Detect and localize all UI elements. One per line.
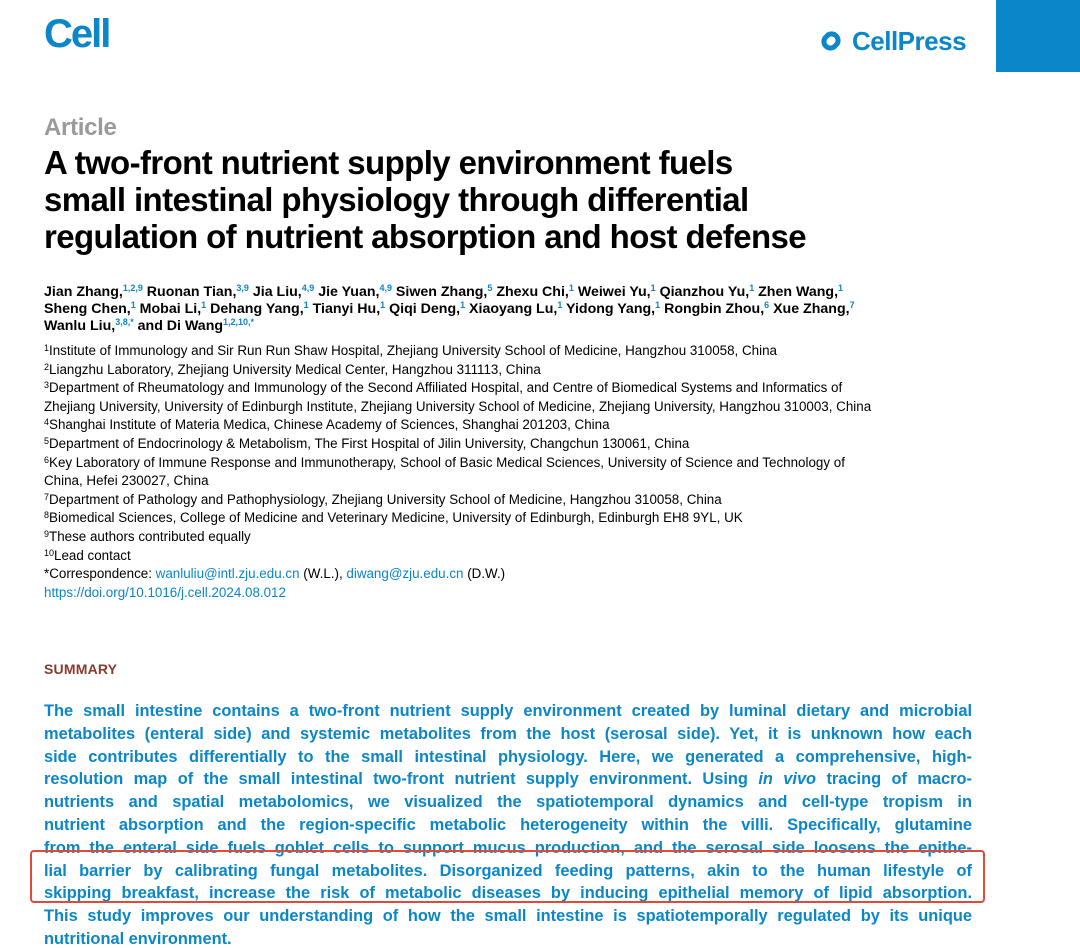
- affiliation-number: 3: [44, 380, 50, 391]
- author-list: [44, 284, 984, 335]
- summary-line: resolution map of the small intestinal two-front nutrient supply environment. Using in vivo tracing of macro-: [44, 770, 972, 789]
- affiliation-line: [44, 547, 984, 566]
- author-affiliation-marker: 6: [764, 300, 770, 310]
- author-affiliation-marker: 4,9: [301, 283, 315, 293]
- affiliation-line: [44, 398, 984, 417]
- title-line: small intestinal physiology through differential: [44, 181, 749, 218]
- author-affiliation-marker: 7: [849, 300, 855, 310]
- correspondence-who-1: (W.L.),: [299, 566, 347, 582]
- author-name: Jian Zhang,: [44, 284, 123, 300]
- author-name: Qiqi Deng,: [385, 301, 461, 317]
- summary-italic-term: in vivo: [758, 770, 817, 789]
- correspondence-prefix: *Correspondence:: [44, 566, 156, 582]
- affiliation-text: China, Hefei 230027, China: [44, 473, 209, 489]
- affiliation-line: [44, 528, 984, 547]
- author-affiliation-marker: 3,9: [236, 283, 249, 293]
- email-link-wanlu-liu[interactable]: wanluliu@intl.zju.edu.cn: [155, 566, 300, 582]
- affiliation-line: [44, 491, 984, 510]
- author-name: Jia Liu,: [248, 284, 302, 300]
- author-name: Tianyi Hu,: [308, 301, 381, 317]
- summary-line: nutrients and spatial metabolomics, we visualized the spatiotemporal dynamics and cell-type tropism in: [44, 793, 972, 812]
- email-link-di-wang[interactable]: diwang@zju.edu.cn: [346, 566, 464, 582]
- author-affiliation-marker: 1,2,9: [122, 283, 143, 293]
- author-affiliation-marker: 1: [201, 300, 207, 310]
- cellpress-wordmark: CellPress: [852, 25, 967, 56]
- author-affiliation-marker: 4,9: [379, 283, 392, 293]
- author-name: Weiwei Yu,: [573, 284, 651, 300]
- summary-line: skipping breakfast, increase the risk of metabolic diseases by inducing epithelial memory of lipid absorption.: [44, 884, 972, 903]
- affiliation-number: 5: [44, 435, 50, 446]
- affiliation-line: [44, 454, 984, 473]
- title-line: A two-front nutrient supply environment fuels: [44, 144, 733, 181]
- author-line: [44, 301, 984, 318]
- summary-line: This study improves our understanding of how the small intestine is spatiotemporally regulated by its unique: [44, 907, 972, 926]
- affiliation-text: Department of Pathology and Pathophysiology, Zhejiang University School of Medicine, Hangzhou 310058, China: [49, 491, 722, 507]
- author-name: Zhen Wang,: [754, 284, 839, 300]
- cellpress-link-icon: [816, 26, 846, 56]
- author-name: Siwen Zhang,: [391, 284, 488, 300]
- affiliation-text: Key Laboratory of Immune Response and Immunotherapy, School of Basic Medical Sciences, University of Science and Technology of: [49, 454, 845, 470]
- author-name: Jie Yuan,: [314, 284, 380, 300]
- affiliation-number: 2: [44, 361, 50, 372]
- doi-link[interactable]: https://doi.org/10.1016/j.cell.2024.08.012: [44, 584, 286, 600]
- author-line: [44, 318, 984, 335]
- affiliation-list: [44, 342, 984, 602]
- author-name: Xue Zhang,: [769, 301, 850, 317]
- affiliation-text: Biomedical Sciences, College of Medicine and Veterinary Medicine, University of Edinburgh, Edinburgh EH8 9YL, UK: [49, 510, 743, 526]
- author-affiliation-marker: 3,8,*: [115, 317, 134, 327]
- affiliation-number: 1: [44, 343, 50, 353]
- affiliation-line: [44, 416, 984, 435]
- author-name: and Di Wang: [133, 318, 224, 334]
- cell-journal-logo: Cell: [44, 12, 110, 56]
- affiliation-text: Liangzhu Laboratory, Zhejiang University Medical Center, Hangzhou 311113, China: [49, 361, 541, 377]
- author-affiliation-marker: 1: [460, 300, 466, 310]
- author-name: Dehang Yang,: [206, 301, 304, 317]
- summary-line: nutrient absorption and the region-specific metabolic heterogeneity within the villi. Specifically, glutamine: [44, 815, 972, 834]
- summary-line: lial barrier by calibrating fungal metabolites. Disorganized feeding patterns, akin to the human lifestyle of: [44, 861, 972, 880]
- author-affiliation-marker: 1: [380, 300, 386, 310]
- author-name: Ruonan Tian,: [142, 284, 237, 300]
- affiliation-text: Lead contact: [54, 547, 131, 563]
- affiliation-text: Institute of Immunology and Sir Run Run Shaw Hospital, Zhejiang University School of Medicine, Hangzhou 310058, China: [49, 343, 777, 358]
- correspondence-line: [44, 565, 984, 584]
- author-affiliation-marker: 1: [749, 283, 755, 293]
- affiliation-line: [44, 361, 984, 380]
- header-color-block: [996, 0, 1080, 72]
- affiliation-line: [44, 472, 984, 491]
- cellpress-logo: [816, 24, 966, 58]
- author-line: [44, 284, 984, 301]
- affiliation-text: Department of Endocrinology & Metabolism, The First Hospital of Jilin University, Changchun 130061, China: [49, 435, 690, 451]
- author-affiliation-marker: 1: [655, 300, 661, 310]
- affiliation-number: 6: [44, 454, 50, 465]
- affiliation-text: Zhejiang University, University of Edinburgh Institute, Zhejiang University School of Medicine, Zhejiang University, Hangzhou 310003, China: [44, 398, 872, 414]
- author-name: Zhexu Chi,: [492, 284, 569, 300]
- affiliation-text: Shanghai Institute of Materia Medica, Chinese Academy of Sciences, Shanghai 201203, China: [49, 417, 610, 433]
- affiliation-text: Department of Rheumatology and Immunology of the Second Affiliated Hospital, and Centre of Biomedical Systems and Informatics of: [49, 380, 843, 396]
- correspondence-who-2: (D.W.): [463, 566, 506, 582]
- author-affiliation-marker: 5: [487, 283, 493, 293]
- author-affiliation-marker: 1: [303, 300, 309, 310]
- affiliation-line: [44, 379, 984, 398]
- author-affiliation-marker: 1: [130, 300, 136, 310]
- author-affiliation-marker: 1: [650, 283, 656, 293]
- author-affiliation-marker: 1: [568, 283, 574, 293]
- author-name: Rongbin Zhou,: [660, 301, 765, 317]
- affiliation-text: These authors contributed equally: [49, 528, 251, 544]
- author-name: Wanlu Liu,: [44, 318, 116, 334]
- author-affiliation-marker: 1,2,10,*: [223, 317, 255, 327]
- summary-line: The small intestine contains a two-front nutrient supply environment created by luminal dietary and microbial: [44, 702, 972, 720]
- author-name: Sheng Chen,: [44, 301, 131, 317]
- affiliation-number: 4: [44, 417, 50, 428]
- author-name: Yidong Yang,: [562, 301, 656, 317]
- article-title: [44, 144, 984, 255]
- affiliation-line: [44, 509, 984, 528]
- article-type-label: Article: [44, 114, 117, 141]
- author-name: Qianzhou Yu,: [655, 284, 750, 300]
- summary-heading: SUMMARY: [44, 661, 118, 677]
- affiliation-line: [44, 435, 984, 454]
- summary-line: metabolites (enteral side) and systemic metabolites from the host (serosal side). Yet, it is unknown how each: [44, 724, 972, 743]
- title-line: regulation of nutrient absorption and host defense: [44, 218, 807, 255]
- affiliation-number: 10: [44, 547, 55, 558]
- author-affiliation-marker: 1: [557, 300, 563, 310]
- summary-line: nutritional environment.: [44, 929, 232, 948]
- affiliation-number: 7: [44, 491, 50, 502]
- summary-line: side contributes differentially to the small intestinal physiology. Here, we generated a comprehensive, high-: [44, 747, 972, 766]
- author-name: Mobai Li,: [135, 301, 202, 317]
- author-affiliation-marker: 1: [838, 283, 844, 293]
- affiliation-number: 9: [44, 528, 50, 539]
- summary-line: from the enteral side fuels goblet cells to support mucus production, and the serosal side loosens the epithe-: [44, 838, 972, 857]
- affiliation-line: [44, 342, 984, 361]
- author-name: Xiaoyang Lu,: [465, 301, 558, 317]
- summary-text: [44, 700, 972, 948]
- affiliation-number: 8: [44, 510, 50, 521]
